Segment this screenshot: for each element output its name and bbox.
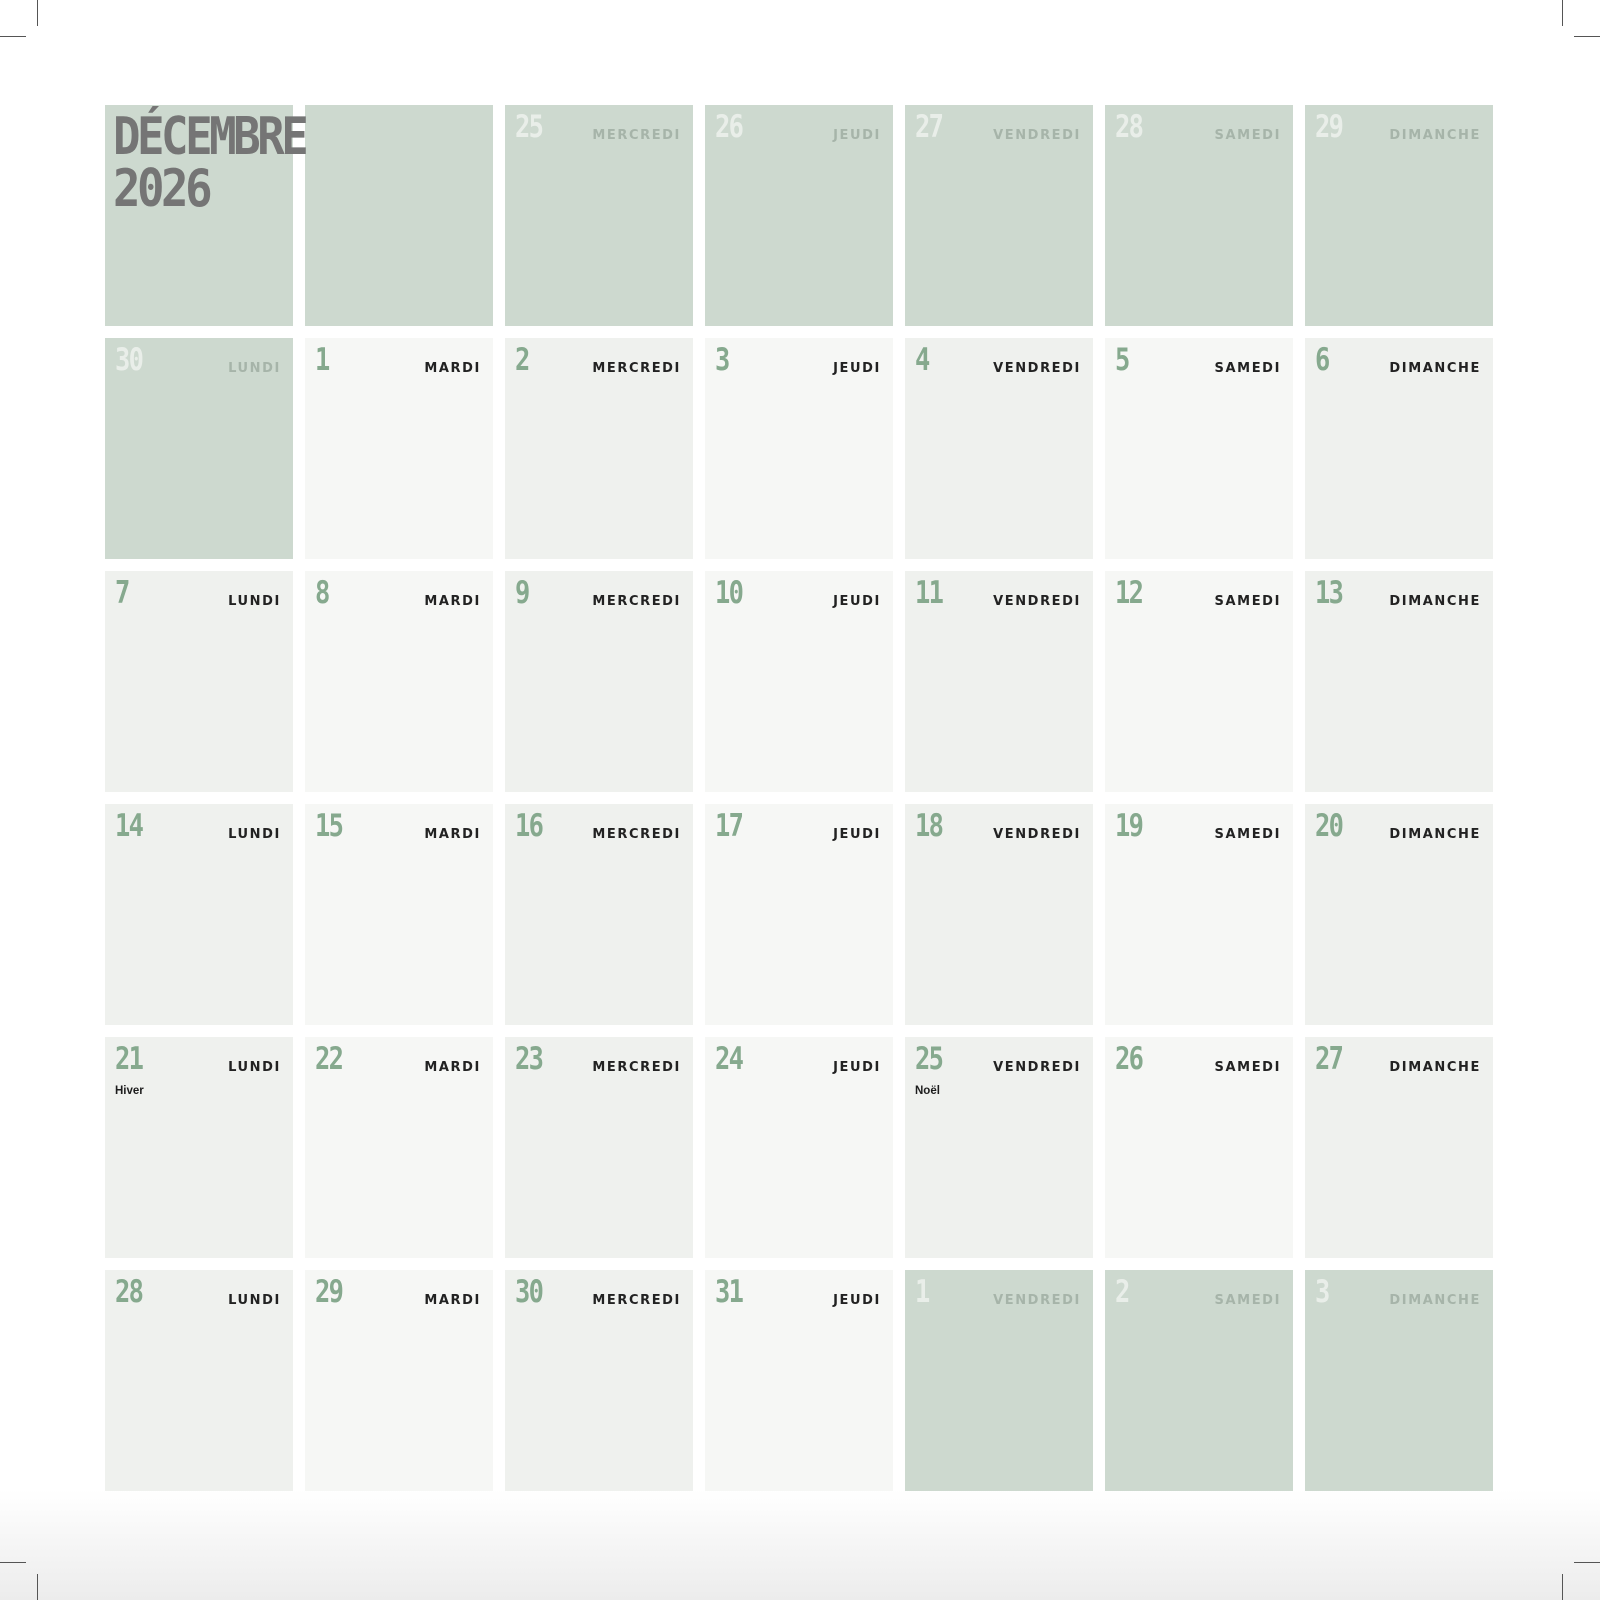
day-cell[interactable] xyxy=(505,338,693,559)
weekday-label: JEUDI xyxy=(833,594,881,609)
day-number: 18 xyxy=(915,808,943,844)
weekday-label: MARDI xyxy=(424,594,481,609)
weekday-label: LUNDI xyxy=(228,361,281,376)
day-cell[interactable] xyxy=(1105,804,1293,1025)
day-number: 9 xyxy=(515,575,529,611)
weekday-label: DIMANCHE xyxy=(1389,1060,1481,1075)
day-number: 27 xyxy=(915,109,943,145)
day-number: 10 xyxy=(715,575,743,611)
weekday-label: VENDREDI xyxy=(993,1293,1081,1308)
day-cell[interactable] xyxy=(905,1270,1093,1491)
day-number: 3 xyxy=(1315,1274,1329,1310)
day-cell[interactable] xyxy=(105,1037,293,1258)
day-cell[interactable] xyxy=(505,571,693,792)
day-number: 2 xyxy=(1115,1274,1129,1310)
weekday-label: MARDI xyxy=(424,361,481,376)
day-cell[interactable] xyxy=(705,1037,893,1258)
day-number: 2 xyxy=(515,342,529,378)
weekday-label: MERCREDI xyxy=(592,827,681,842)
day-cell[interactable] xyxy=(1105,1037,1293,1258)
day-cell[interactable] xyxy=(705,571,893,792)
day-cell[interactable] xyxy=(1305,105,1493,326)
crop-mark xyxy=(1574,36,1600,37)
weekday-label: DIMANCHE xyxy=(1389,594,1481,609)
weekday-label: LUNDI xyxy=(228,827,281,842)
day-number: 28 xyxy=(115,1274,143,1310)
crop-mark xyxy=(0,1562,26,1563)
weekday-label: LUNDI xyxy=(228,1293,281,1308)
weekday-label: MARDI xyxy=(424,827,481,842)
weekday-label: VENDREDI xyxy=(993,594,1081,609)
weekday-label: SAMEDI xyxy=(1214,128,1281,143)
crop-mark xyxy=(1562,0,1563,26)
day-cell[interactable] xyxy=(105,1270,293,1491)
day-number: 8 xyxy=(315,575,329,611)
day-cell[interactable] xyxy=(305,804,493,1025)
weekday-label: DIMANCHE xyxy=(1389,361,1481,376)
weekday-label: LUNDI xyxy=(228,1060,281,1075)
day-cell[interactable] xyxy=(305,571,493,792)
weekday-label: VENDREDI xyxy=(993,1060,1081,1075)
day-cell[interactable] xyxy=(1305,571,1493,792)
weekday-label: MARDI xyxy=(424,1293,481,1308)
day-cell[interactable] xyxy=(1105,571,1293,792)
weekday-label: LUNDI xyxy=(228,594,281,609)
day-cell[interactable] xyxy=(1305,1270,1493,1491)
weekday-label: VENDREDI xyxy=(993,827,1081,842)
day-number: 3 xyxy=(715,342,729,378)
day-cell[interactable] xyxy=(305,1037,493,1258)
day-cell[interactable] xyxy=(505,1037,693,1258)
day-note: Noël xyxy=(915,1085,940,1097)
day-number: 7 xyxy=(115,575,129,611)
weekday-label: SAMEDI xyxy=(1214,361,1281,376)
day-cell[interactable] xyxy=(1305,1037,1493,1258)
weekday-label: MERCREDI xyxy=(592,1293,681,1308)
calendar-grid xyxy=(105,105,1493,1491)
crop-mark xyxy=(0,36,26,37)
day-number: 25 xyxy=(915,1041,943,1077)
day-cell[interactable] xyxy=(305,338,493,559)
day-number: 11 xyxy=(915,575,943,611)
day-cell[interactable] xyxy=(705,804,893,1025)
day-number: 15 xyxy=(315,808,343,844)
day-number: 23 xyxy=(515,1041,543,1077)
day-cell[interactable] xyxy=(1305,338,1493,559)
weekday-label: SAMEDI xyxy=(1214,1293,1281,1308)
day-cell[interactable] xyxy=(705,1270,893,1491)
day-number: 26 xyxy=(715,109,743,145)
day-number: 6 xyxy=(1315,342,1329,378)
day-cell[interactable] xyxy=(505,105,693,326)
weekday-label: JEUDI xyxy=(833,827,881,842)
month-title xyxy=(113,107,447,219)
weekday-label: MERCREDI xyxy=(592,1060,681,1075)
day-number: 20 xyxy=(1315,808,1343,844)
day-cell[interactable] xyxy=(905,105,1093,326)
weekday-label: VENDREDI xyxy=(993,128,1081,143)
day-cell[interactable] xyxy=(105,571,293,792)
day-cell[interactable] xyxy=(705,105,893,326)
weekday-label: DIMANCHE xyxy=(1389,128,1481,143)
day-cell[interactable] xyxy=(905,571,1093,792)
day-number: 17 xyxy=(715,808,743,844)
day-number: 24 xyxy=(715,1041,743,1077)
day-cell[interactable] xyxy=(905,804,1093,1025)
day-cell[interactable] xyxy=(705,338,893,559)
day-number: 31 xyxy=(715,1274,743,1310)
day-number: 13 xyxy=(1315,575,1343,611)
weekday-label: JEUDI xyxy=(833,128,881,143)
day-number: 25 xyxy=(515,109,543,145)
day-number: 30 xyxy=(115,342,143,378)
day-cell[interactable] xyxy=(505,804,693,1025)
day-cell[interactable] xyxy=(1105,105,1293,326)
crop-mark xyxy=(1574,1562,1600,1563)
weekday-label: SAMEDI xyxy=(1214,827,1281,842)
crop-mark xyxy=(37,0,38,26)
day-number: 21 xyxy=(115,1041,143,1077)
weekday-label: DIMANCHE xyxy=(1389,1293,1481,1308)
day-cell[interactable] xyxy=(905,338,1093,559)
day-number: 27 xyxy=(1315,1041,1343,1077)
weekday-label: MERCREDI xyxy=(592,361,681,376)
weekday-label: VENDREDI xyxy=(993,361,1081,376)
day-number: 22 xyxy=(315,1041,343,1077)
weekday-label: MARDI xyxy=(424,1060,481,1075)
day-number: 4 xyxy=(915,342,929,378)
day-cell[interactable] xyxy=(905,1037,1093,1258)
day-cell[interactable] xyxy=(1105,338,1293,559)
weekday-label: JEUDI xyxy=(833,1060,881,1075)
day-number: 29 xyxy=(315,1274,343,1310)
page-bottom-shade xyxy=(0,1490,1600,1600)
weekday-label: MERCREDI xyxy=(592,128,681,143)
day-number: 5 xyxy=(1115,342,1129,378)
day-number: 14 xyxy=(115,808,143,844)
weekday-label: SAMEDI xyxy=(1214,594,1281,609)
day-cell[interactable] xyxy=(305,1270,493,1491)
day-number: 19 xyxy=(1115,808,1143,844)
day-cell[interactable] xyxy=(1105,1270,1293,1491)
crop-mark xyxy=(37,1574,38,1600)
month-year: 2026 xyxy=(113,159,210,219)
day-cell[interactable] xyxy=(1305,804,1493,1025)
crop-mark xyxy=(1562,1574,1563,1600)
day-number: 16 xyxy=(515,808,543,844)
day-cell[interactable] xyxy=(505,1270,693,1491)
day-number: 1 xyxy=(915,1274,929,1310)
day-number: 12 xyxy=(1115,575,1143,611)
weekday-label: JEUDI xyxy=(833,361,881,376)
day-number: 26 xyxy=(1115,1041,1143,1077)
weekday-label: MERCREDI xyxy=(592,594,681,609)
day-number: 1 xyxy=(315,342,329,378)
weekday-label: SAMEDI xyxy=(1214,1060,1281,1075)
month-name: DÉCEMBRE xyxy=(113,107,306,167)
day-number: 28 xyxy=(1115,109,1143,145)
day-number: 30 xyxy=(515,1274,543,1310)
day-cell[interactable] xyxy=(105,338,293,559)
day-number: 29 xyxy=(1315,109,1343,145)
day-cell[interactable] xyxy=(105,804,293,1025)
weekday-label: DIMANCHE xyxy=(1389,827,1481,842)
day-note: Hiver xyxy=(115,1085,144,1097)
weekday-label: JEUDI xyxy=(833,1293,881,1308)
